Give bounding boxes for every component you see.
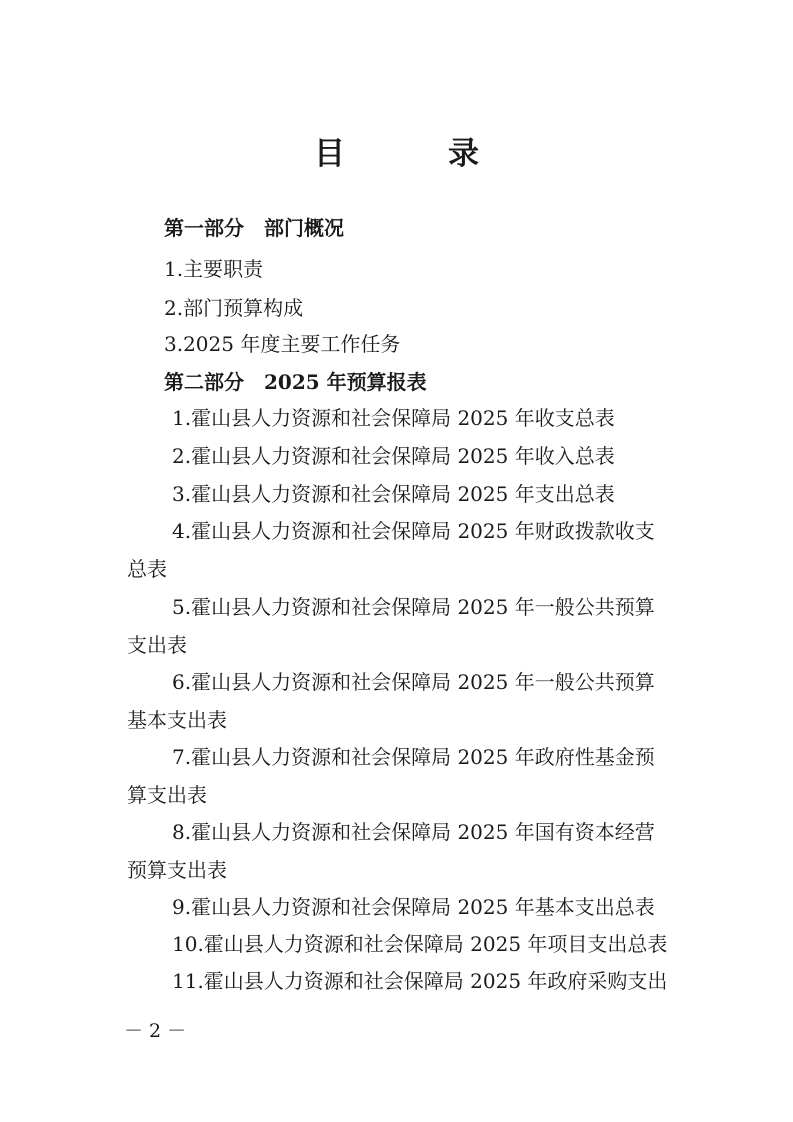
toc-item-continuation: 总表 xyxy=(127,557,167,581)
toc-item: 2.霍山县人力资源和社会保障局 2025 年收入总表 xyxy=(172,444,615,468)
toc-item: 1.主要职责 xyxy=(164,257,264,281)
toc-item-continuation: 预算支出表 xyxy=(127,858,227,882)
toc-item: 11.霍山县人力资源和社会保障局 2025 年政府采购支出 xyxy=(172,969,668,993)
toc-item: 4.霍山县人力资源和社会保障局 2025 年财政拨款收支 xyxy=(172,519,655,543)
toc-item-continuation: 算支出表 xyxy=(127,783,207,807)
toc-item: 10.霍山县人力资源和社会保障局 2025 年项目支出总表 xyxy=(172,932,668,956)
section-heading-part1: 第一部分 部门概况 xyxy=(164,216,344,240)
toc-item: 8.霍山县人力资源和社会保障局 2025 年国有资本经营 xyxy=(172,820,655,844)
page-title: 目 录 xyxy=(314,136,515,172)
toc-item: 6.霍山县人力资源和社会保障局 2025 年一般公共预算 xyxy=(172,670,655,694)
toc-item: 5.霍山县人力资源和社会保障局 2025 年一般公共预算 xyxy=(172,595,655,619)
toc-item-continuation: 支出表 xyxy=(127,633,187,657)
section-heading-part2: 第二部分 2025 年预算报表 xyxy=(164,370,427,394)
toc-item: 1.霍山县人力资源和社会保障局 2025 年收支总表 xyxy=(172,406,615,430)
toc-item-continuation: 基本支出表 xyxy=(127,708,227,732)
page-number: － 2 － xyxy=(124,1020,187,1042)
toc-item: 9.霍山县人力资源和社会保障局 2025 年基本支出总表 xyxy=(172,895,655,919)
toc-item: 3.霍山县人力资源和社会保障局 2025 年支出总表 xyxy=(172,482,615,506)
toc-item: 7.霍山县人力资源和社会保障局 2025 年政府性基金预 xyxy=(172,745,655,769)
toc-item: 2.部门预算构成 xyxy=(164,296,304,320)
toc-item: 3.2025 年度主要工作任务 xyxy=(164,332,401,356)
